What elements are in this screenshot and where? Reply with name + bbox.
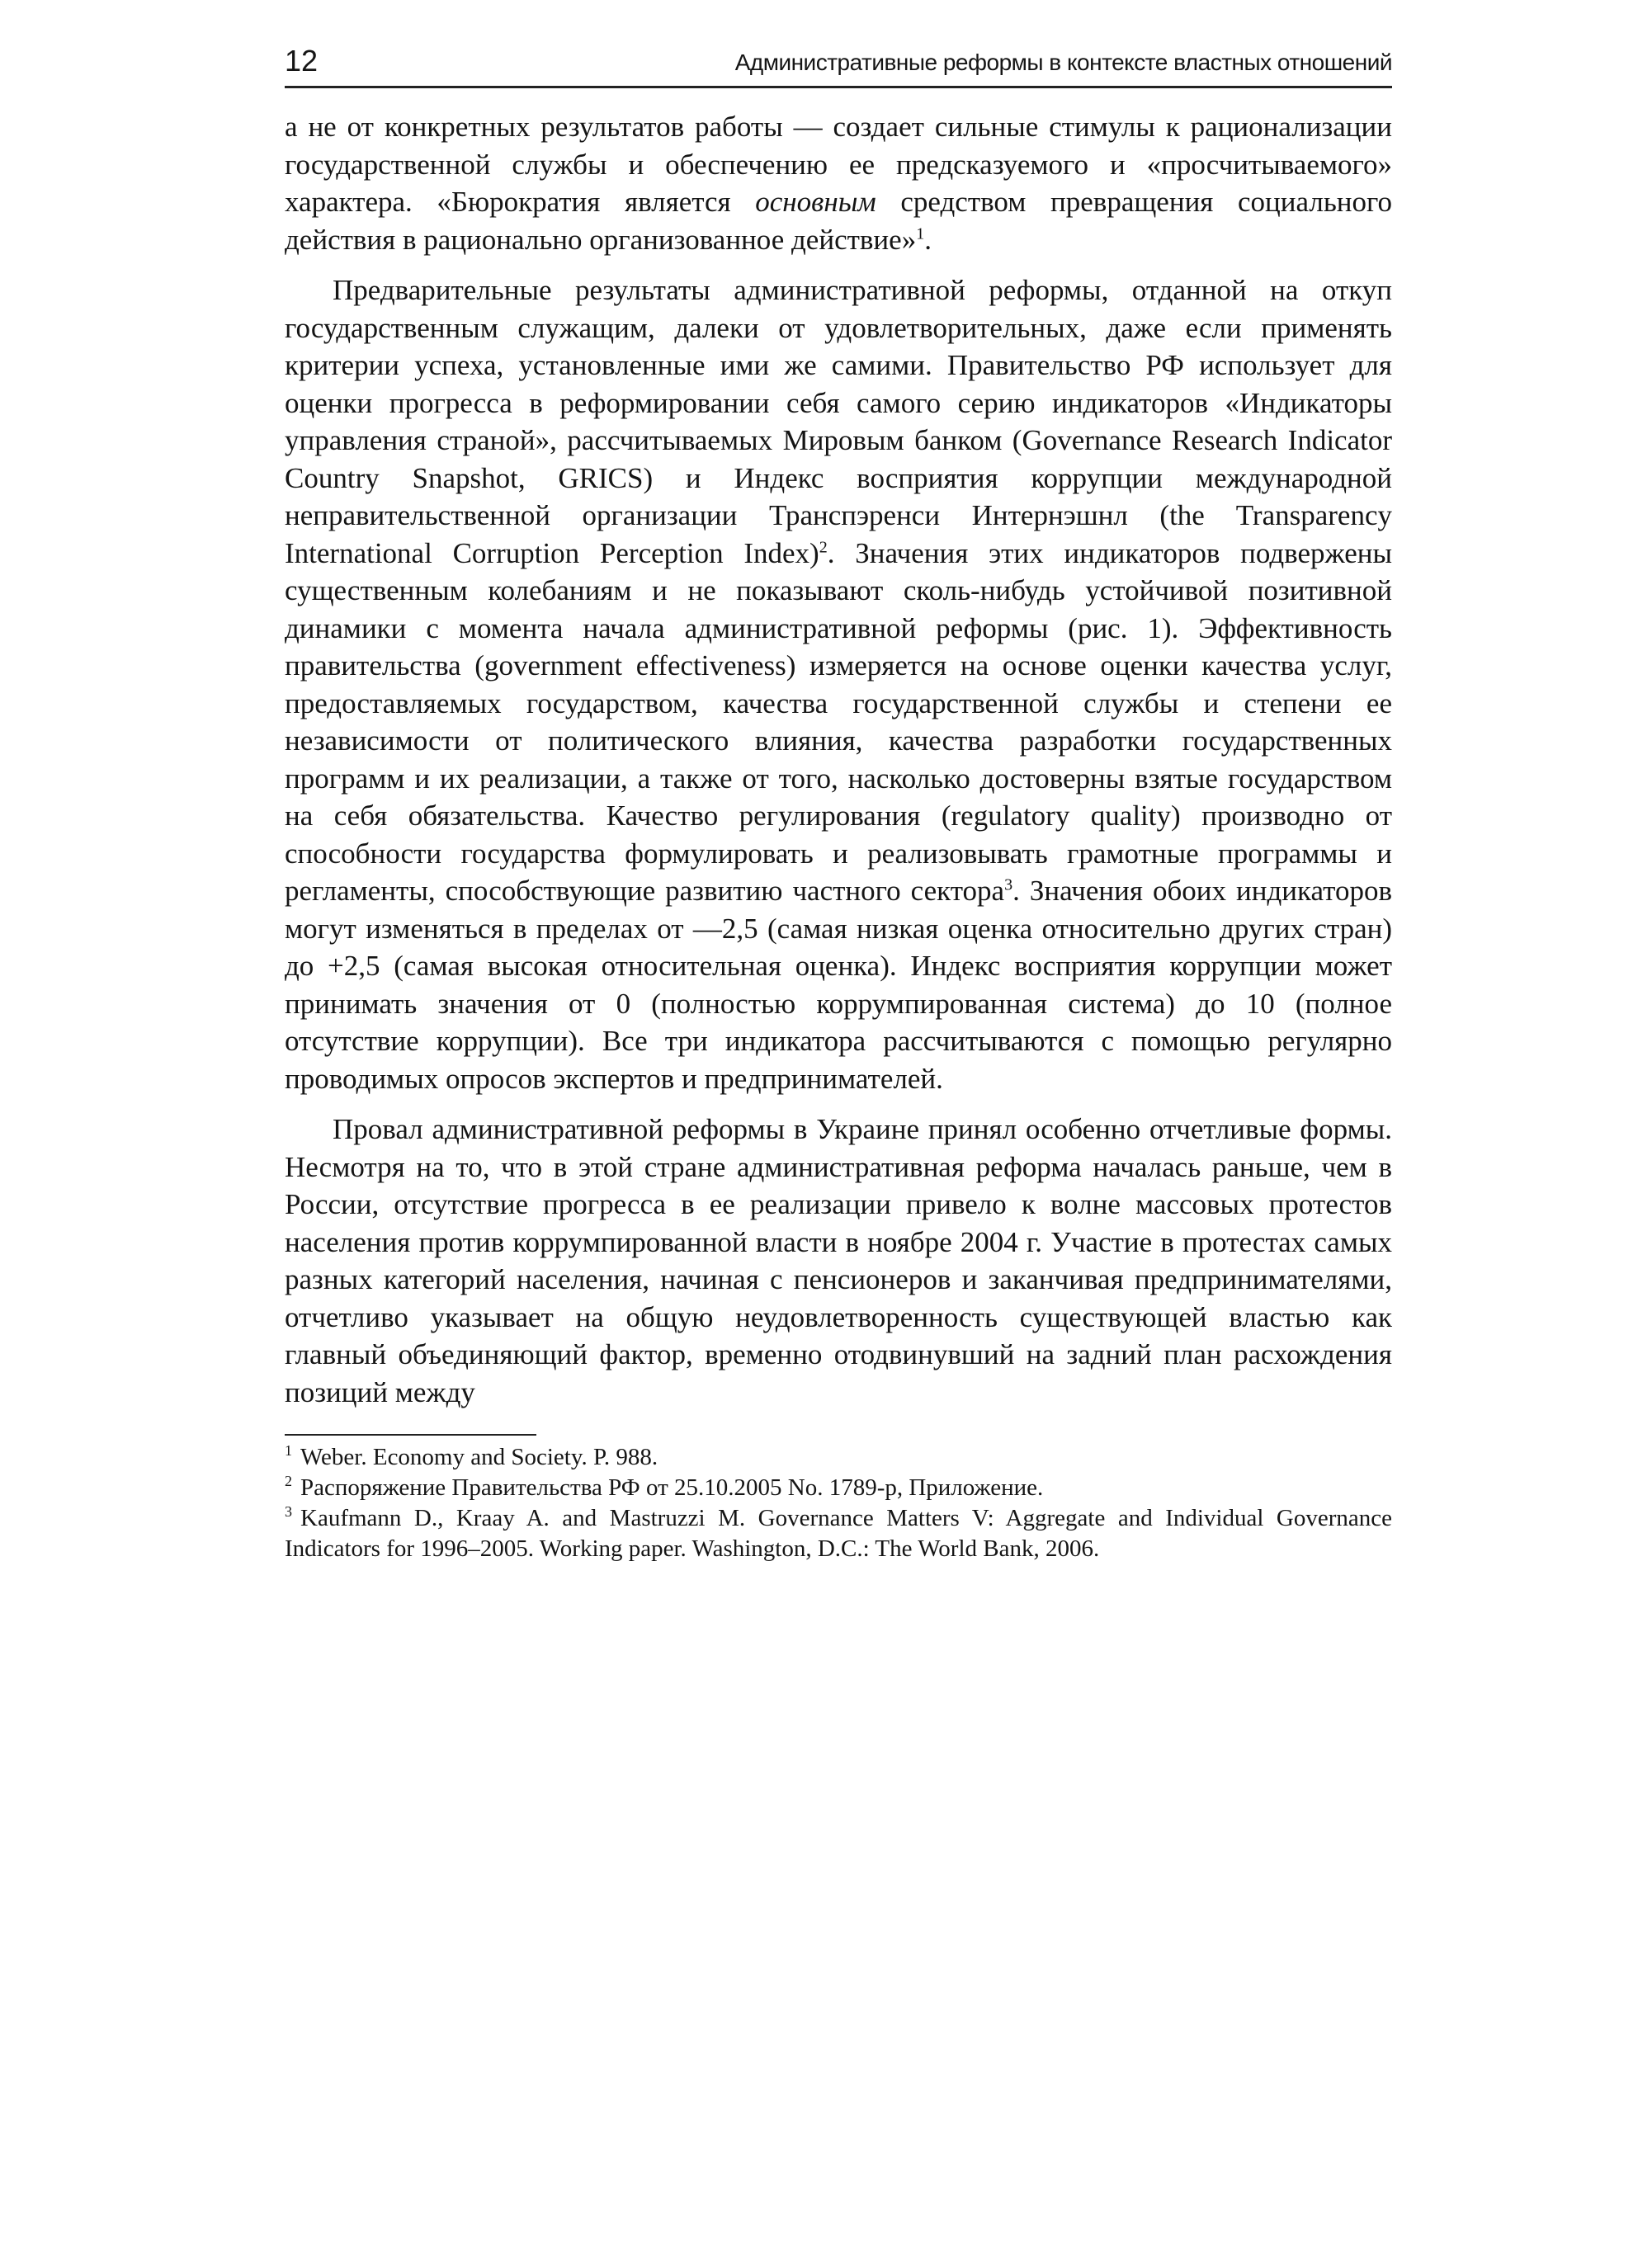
footnote-ref-2: 2 [819,537,828,556]
paragraph-1-end: . [924,223,932,256]
footnote-1-mark: 1 [285,1442,292,1460]
footnote-1-text: Weber. Economy and Society. P. 988. [300,1444,658,1470]
paragraph-2-text: Предварительные результаты административной реформы, отданной на откуп государственным служащим, далеки от удовлетворительных, даже если применять критерии успеха, установленные ими же самими. Правительство РФ использует для оценки прогресса в реформировании себя самого серию индикаторов «Индикаторы управления страной», рассчитываемых Мировым банком (Governance Research Indicator Country Snapshot, GRICS) и Индекс восприятия коррупции международной неправительственной организации Транспэренси Интернэшнл (the Transparency International Corruption Perception Index) [285,274,1392,569]
paragraph-1-text-cont: средством превращения социального действия в рационально организованное действие» [285,186,1392,256]
footnotes [285,1442,1392,1564]
footnote-ref-1: 1 [916,224,925,243]
footnote-2-mark: 2 [285,1473,292,1490]
footnote-divider [285,1434,536,1436]
footnote-2 [285,1473,1392,1503]
book-page [285,43,1392,1564]
page-header [285,43,1392,88]
paragraph-1 [285,108,1392,258]
footnote-3-mark: 3 [285,1503,292,1521]
footnote-3-text: Kaufmann D., Kraay A. and Mastruzzi M. Governance Matters V: Aggregate and Individual Governance Indicators for 1996–2005. Working paper. Washington, D.C.: The World Bank, 2006. [285,1505,1392,1562]
running-title: Административные реформы в контексте властных отношений [734,50,1392,75]
paragraph-2 [285,271,1392,1097]
paragraph-3: Провал административной реформы в Украине принял особенно отчетливые формы. Несмотря на то, что в этой стране административная реформа началась раньше, чем в России, отсутствие прогресса в ее реализации привело к волне массовых протестов населения против коррумпированной власти в ноябре 2004 г. Участие в протестах самых разных категорий населения, начиная с пенсионеров и заканчивая предпринимателями, отчетливо указывает на общую неудовлетворенность существующей властью как главный объединяющий фактор, временно отодвинувший на задний план расхождения позиций между [285,1113,1392,1408]
paragraph-1-text: а не от конкретных результатов работы — создает сильные стимулы к рационализации государственной службы и обеспечению ее предсказуемого и «просчитываемого» характера. «Бюрократия является [285,111,1392,218]
footnote-3 [285,1503,1392,1564]
paragraph-2-text-end: . Значения обоих индикаторов могут изменяться в пределах от —2,5 (самая низкая оценка относительно других стран) до +2,5 (самая высокая относительная оценка). Индекс восприятия коррупции может принимать значения от 0 (полностью коррумпированная система) до 10 (полное отсутствие коррупции). Все три индикатора рассчитываются с помощью регулярно проводимых опросов экспертов и предпринимателей. [285,875,1392,1095]
main-text [285,108,1392,1411]
paragraph-1-emphasis: основным [755,186,876,218]
footnote-2-text: Распоряжение Правительства РФ от 25.10.2005 No. 1789-р, Приложение. [300,1474,1044,1501]
footnote-ref-3: 3 [1004,875,1013,894]
footnote-1 [285,1442,1392,1473]
paragraph-2-text-cont: . Значения этих индикаторов подвержены существенным колебаниям и не показывают сколь-нибудь устойчивой позитивной динамики с момента начала административной реформы (рис. 1). Эффективность правительства (government effectiveness) измеряется на основе оценки качества услуг, предоставляемых государством, качества государственной службы и степени ее независимости от политического влияния, качества разработки государственных программ и их реализации, а также от того, насколько достоверны взятые государством на себя обязательства. Качество регулирования (regulatory quality) производно от способности государства формулировать и реализовывать грамотные программы и регламенты, способствующие развитию частного сектора [285,536,1392,907]
page-number: 12 [285,44,319,78]
